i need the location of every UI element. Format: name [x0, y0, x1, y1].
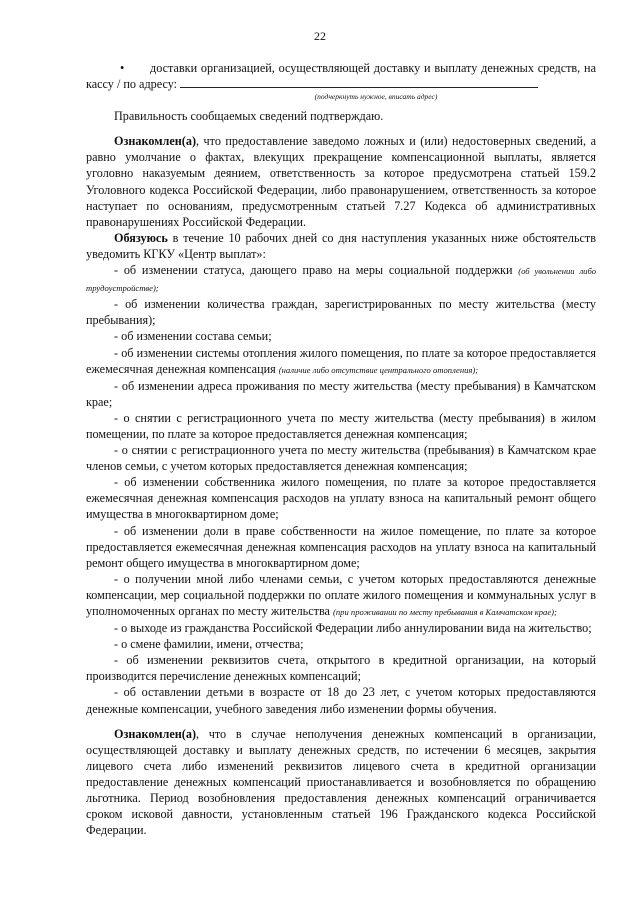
obligation-item-note: (об увольнении либо трудоустройстве);	[86, 266, 596, 294]
notice-text: , что в случае неполучения денежных компенсаций в организации, осуществляющей доставку и выплату денежных средств, по истечении 6 месяцев, закрытия лицевого счета либо изменений реквизитов лицевого счета в кредитной организации предоставление денежных компенсаций приостанавливается и возобновляется по обращению льготника. Период возобновления предоставления денежных компенсаций ограничивается сроком исковой давности, установленным статьей 196 Гражданского кодекса Российской Федерации.	[86, 726, 596, 838]
obligation-item-text: - об изменении статуса, дающего право на меры социальной поддержки	[114, 263, 519, 278]
obligation-item-text: - о получении мной либо членами семьи, с учетом которых предоставляются денежные компенсации, мер социальной поддержки по оплате жилого помещения и коммунальных услуг в уполномоченных органах по месту жительства	[86, 571, 596, 618]
obligation-item-text: - об изменении доли в праве собственности на жилое помещение, по плате за которое предоставляется ежемесячная денежная компенсация расходов на уплату взноса на капитальный ремонт общего имущества в многоквартирном доме;	[86, 523, 596, 570]
obligation-item-text: - о снятии с регистрационного учета по месту жительства (месту пребывания) в жилом помещении, по плате за которое предоставляется денежная компенсация;	[86, 410, 596, 441]
obligation-item-text: - об изменении адреса проживания по месту жительства (месту пребывания) в Камчатском крае;	[86, 378, 596, 409]
obligation-item-note: (при проживании по месту пребывания в Камчатском крае);	[333, 607, 557, 617]
obligation-intro	[86, 230, 596, 262]
notice-lead: Ознакомлен(а)	[114, 134, 196, 149]
obligation-item	[86, 442, 596, 474]
notice-liability	[86, 133, 596, 230]
obligation-item	[86, 620, 596, 636]
obligation-item	[86, 523, 596, 571]
obligation-item-text: - о смене фамилии, имени, отчества;	[114, 637, 304, 652]
obligation-item-text: - об изменении собственника жилого помещения, по плате за которое предоставляется ежемесячная денежная компенсация расходов на уплату взноса на капитальный ремонт общего имущества в многоквартирном доме;	[86, 475, 596, 522]
obligation-item	[86, 410, 596, 442]
obligation-item	[86, 262, 596, 296]
obligation-item-text: - об изменении реквизитов счета, открытого в кредитной организации, на который производится перечисление денежных компенсаций;	[86, 653, 596, 684]
obligation-item-note: (наличие либо отсутствие центрального отопления);	[278, 364, 479, 375]
obligation-item-text: - об изменении состава семьи;	[114, 329, 272, 344]
delivery-hint: (подчеркнуть нужное, вписать адрес)	[314, 92, 438, 102]
notice-suspension	[86, 726, 596, 839]
document-body	[86, 60, 596, 838]
obligation-item	[86, 684, 596, 716]
obligation-item	[86, 345, 596, 378]
address-fill-line[interactable]	[180, 76, 538, 88]
obligation-item	[86, 652, 596, 684]
bullet-mark: •	[120, 61, 125, 75]
obligation-list	[86, 262, 596, 717]
obligation-item	[86, 296, 596, 328]
confirm-statement: Правильность сообщаемых сведений подтверждаю.	[114, 109, 384, 124]
obligation-item	[86, 328, 596, 344]
delivery-text: доставки организацией, осуществляющей доставку и выплату денежных средств, на кассу / по адресу:	[86, 61, 596, 92]
delivery-paragraph	[86, 60, 596, 92]
obligation-item-text: - об изменении количества граждан, зарегистрированных по месту жительства (месту пребывания);	[86, 297, 596, 328]
obligation-item-text: - об оставлении детьми в возрасте от 18 до 23 лет, с учетом которых предоставляются денежные компенсации, учебного заведения либо изменении формы обучения.	[86, 685, 596, 716]
obligation-item-text: - об изменении системы отопления жилого помещения, по плате за которое предоставляется ежемесячная денежная компенсация	[86, 345, 596, 376]
obligation-item	[86, 474, 596, 522]
obligation-item-text: - о снятии с регистрационного учета по месту жительства (пребывания) в Камчатском крае членов семьи, с учетом которых предоставляется денежная компенсация;	[86, 443, 596, 474]
obligation-item	[86, 636, 596, 652]
obligation-text: в течение 10 рабочих дней со дня наступления указанных ниже обстоятельств уведомить КГКУ «Центр выплат»:	[86, 230, 596, 261]
obligation-lead: Обязуюсь	[114, 230, 168, 245]
notice-text: , что предоставление заведомо ложных и (или) недостоверных сведений, а равно умолчание о фактах, влекущих прекращение компенсационной выплаты, является уголовно наказуемым деянием, ответственность за которое предусмотрена статьей 159.2 Уголовного кодекса Российской Федерации, либо правонарушением, ответственность за которое наступает по основаниям, предусмотренным статьей 7.27 Кодекса об административных правонарушениях Российской Федерации.	[86, 134, 596, 229]
page-number: 22	[314, 29, 326, 43]
obligation-item	[86, 571, 596, 620]
notice-lead: Ознакомлен(а)	[114, 726, 196, 741]
obligation-item-text: - о выходе из гражданства Российской Федерации либо аннулировании вида на жительство;	[114, 621, 592, 636]
obligation-item	[86, 378, 596, 410]
